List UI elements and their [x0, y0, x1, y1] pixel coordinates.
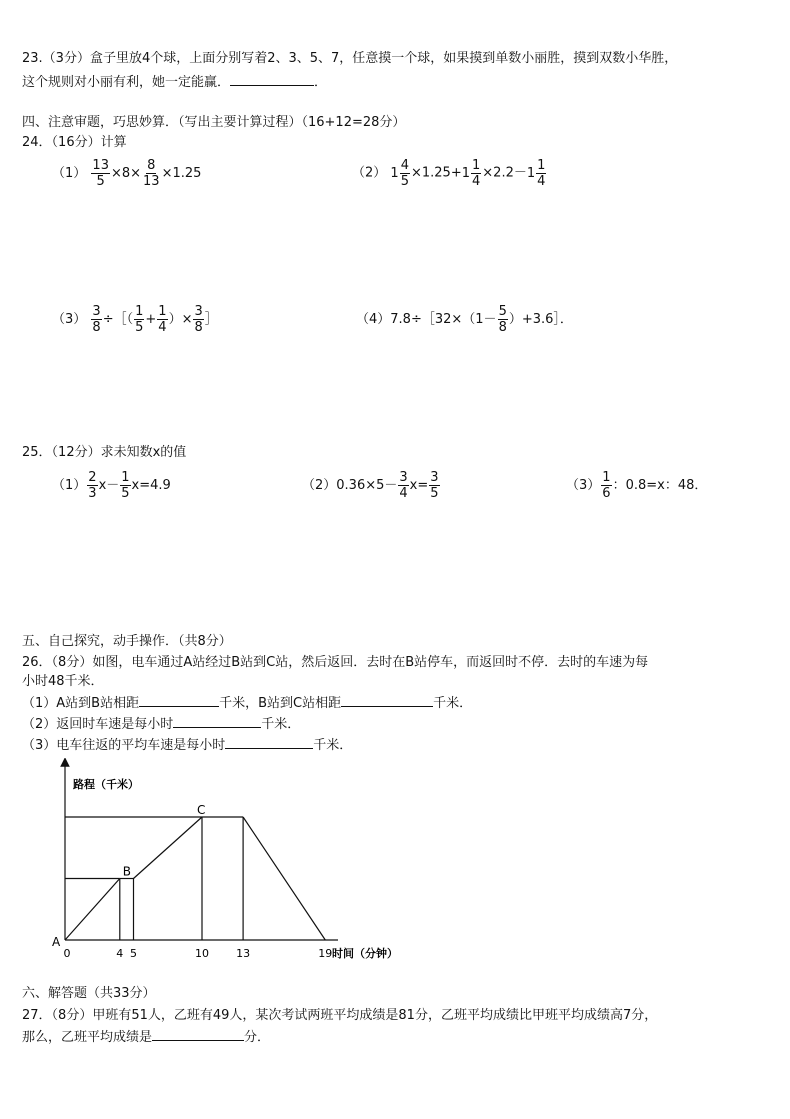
q24-p2-label: （2）: [352, 165, 387, 181]
q23-line2-end: ．: [314, 75, 328, 90]
q26-line2: 小时48千米．: [22, 674, 104, 689]
denominator: 4: [537, 174, 546, 189]
fraction: [157, 304, 167, 335]
q26-average-speed-blank[interactable]: [225, 748, 313, 749]
operator: ×1.25: [161, 166, 202, 181]
q24-title: 24．（16分）计算: [22, 135, 127, 150]
q25-problem-3: [566, 470, 707, 501]
numerator: 1: [121, 470, 130, 485]
q25-p3-label: （3）: [566, 478, 601, 493]
fraction: [498, 304, 508, 335]
fraction: [193, 304, 203, 335]
q25-p1-label: （1）: [52, 478, 87, 493]
q26-sub3: [22, 737, 352, 755]
q27-answer-blank[interactable]: [152, 1040, 244, 1041]
y-axis-label: 路程（千米）: [73, 778, 139, 791]
mixed-number: [390, 158, 411, 189]
fraction: [398, 470, 408, 501]
mixed-number: [527, 158, 548, 189]
q25-title: 25．（12分）求未知数x的值: [22, 445, 187, 460]
numerator: 1: [537, 158, 546, 173]
numerator: 3: [399, 470, 408, 485]
q26-sub2-text: （2）返回时车速是每小时: [22, 717, 174, 732]
q27-line1: 27．（8分）甲班有51人，乙班有49人，某次考试两班平均成绩是81分，乙班平均成绩比甲班平均成绩高7分，: [22, 1008, 658, 1023]
point-label-b: B: [122, 864, 132, 879]
section6-title: 六、解答题（共33分）: [22, 986, 156, 1001]
denominator: 4: [399, 486, 408, 501]
numerator: 3: [92, 304, 101, 319]
operator: +: [145, 312, 157, 327]
fraction: [91, 158, 110, 189]
operator: ×1.25+: [410, 165, 462, 181]
point-label-a: A: [52, 935, 61, 949]
numerator: 1: [135, 304, 144, 319]
denominator: 5: [430, 486, 439, 501]
fraction: [142, 158, 161, 189]
numerator: 4: [400, 158, 409, 173]
denominator: 8: [194, 320, 203, 335]
fraction: [134, 304, 144, 335]
q23-answer-blank[interactable]: [230, 85, 314, 86]
q26-sub1-text: （1）A站到B站相距: [22, 696, 140, 711]
q26-sub3-text: （3）电车往返的平均车速是每小时: [22, 738, 226, 753]
fraction: [429, 470, 439, 501]
denominator: 6: [602, 486, 611, 501]
x-tick-label: 13: [236, 947, 251, 960]
q24-p1-label: （1）: [52, 166, 87, 181]
fraction: [471, 158, 481, 189]
q26-sub1-end: 千米．: [433, 696, 473, 711]
q24-problem-4: [356, 304, 573, 335]
denominator: 8: [92, 320, 101, 335]
operator: ）×: [168, 312, 193, 327]
q26-bc-distance-blank[interactable]: [341, 706, 433, 707]
q27-line2-end: 分．: [244, 1030, 271, 1045]
numerator: 3: [194, 304, 203, 319]
operator: ×8×: [110, 166, 142, 181]
x-tick-label: 5: [130, 947, 137, 960]
operator: x=4.9: [131, 478, 171, 493]
q25-p2-label: （2）: [302, 478, 337, 493]
operator: ×2.2－: [482, 165, 527, 181]
expression: 7.8÷［32×（1－: [390, 312, 497, 327]
q23-line2-text: 这个规则对小丽有利，她一定能赢．: [22, 75, 231, 90]
denominator: 5: [96, 174, 105, 189]
denominator: 4: [158, 320, 167, 335]
q24-problem-3: [52, 304, 218, 335]
operator: ÷［（: [102, 312, 134, 327]
fraction: [91, 304, 101, 335]
series-segment: [65, 879, 120, 941]
denominator: 5: [400, 174, 409, 189]
q24-p4-label: （4）: [356, 312, 391, 327]
q24-problem-2: [352, 158, 547, 189]
q26-sub1: [22, 695, 472, 713]
fraction: [536, 158, 546, 189]
q26-sub3-end: 千米．: [313, 738, 353, 753]
x-tick-label: 19: [318, 947, 333, 960]
q26-sub2: [22, 716, 300, 734]
q26-ab-distance-blank[interactable]: [139, 706, 219, 707]
denominator: 5: [121, 486, 130, 501]
expression: ：0.8=x：48．: [612, 478, 708, 493]
operator: x－: [98, 478, 120, 493]
fraction: [120, 470, 130, 501]
q25-problem-2: [302, 470, 441, 501]
operator: x=: [409, 478, 429, 493]
numerator: 2: [88, 470, 97, 485]
q26-line1: 26．（8分）如图，电车通过A站经过B站到C站，然后返回．去时在B站停车，而返回时不停．去时的车速为每: [22, 655, 649, 670]
series-segment: [243, 817, 325, 940]
whole: 1: [390, 165, 399, 181]
numerator: 5: [498, 304, 507, 319]
numerator: 1: [158, 304, 167, 319]
denominator: 5: [135, 320, 144, 335]
x-tick-label: 0: [63, 947, 71, 960]
q27-line2-text: 那么，乙班平均成绩是: [22, 1030, 153, 1045]
q24-p3-label: （3）: [52, 312, 87, 327]
fraction: [87, 470, 97, 501]
fraction: [400, 158, 410, 189]
whole: 1: [526, 165, 536, 181]
whole: 1: [461, 165, 470, 181]
denominator: 3: [88, 486, 97, 501]
q23-line1: 23.（3分）盒子里放4个球，上面分别写着2、3、5、7，任意摸一个球，如果摸到单数小丽胜，摸到双数小华胜，: [22, 51, 678, 66]
q26-sub1-mid: 千米，B站到C站相距: [219, 696, 342, 711]
q27-line2: [22, 1029, 270, 1047]
section4-title: 四、注意审题，巧思妙算．（写出主要计算过程）（16+12=28分）: [22, 115, 406, 130]
numerator: 3: [430, 470, 439, 485]
expression: 0.36×5－: [336, 478, 398, 493]
denominator: 8: [498, 320, 507, 335]
series-segment: [134, 817, 203, 879]
operator: ］: [204, 312, 218, 327]
expression: ）+3.6］．: [508, 312, 573, 327]
x-tick-label: 4: [116, 947, 124, 960]
denominator: 13: [143, 174, 160, 189]
x-tick-label: 10: [195, 947, 209, 960]
q23-line2: [22, 74, 327, 92]
q24-problem-1: [52, 158, 201, 189]
distance-time-chart: [40, 758, 410, 968]
q25-problem-1: [52, 470, 171, 501]
x-axis-label: 时间（分钟）: [332, 947, 398, 960]
section5-title: 五、自己探究，动手操作．（共8分）: [22, 634, 232, 649]
q26-sub2-end: 千米．: [261, 717, 301, 732]
fraction: [601, 470, 611, 501]
numerator: 1: [602, 470, 611, 485]
numerator: 13: [92, 158, 109, 173]
numerator: 8: [147, 158, 156, 173]
q26-return-speed-blank[interactable]: [173, 727, 261, 728]
point-label-c: C: [197, 803, 206, 817]
denominator: 4: [472, 174, 481, 189]
mixed-number: [462, 158, 483, 189]
numerator: 1: [472, 158, 481, 173]
